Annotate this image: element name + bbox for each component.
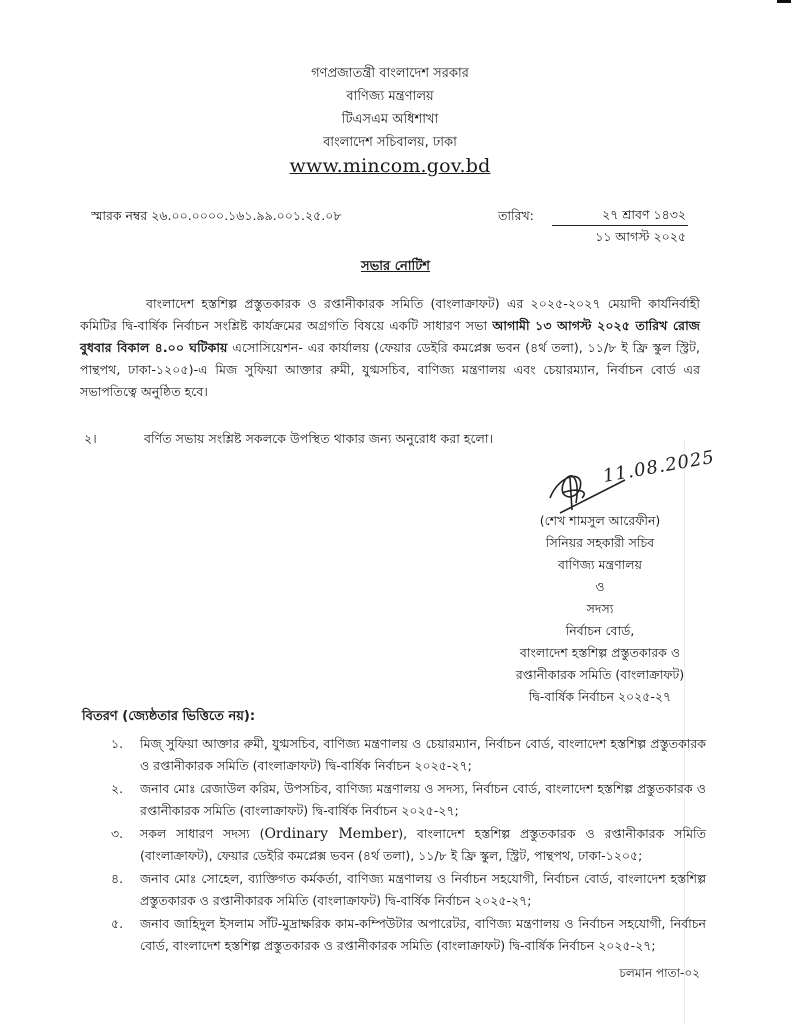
paragraph-2-number: ২। xyxy=(84,431,97,446)
paragraph-1-rest: এসোসিয়েশন- এর কার্যালয় (ফেয়ার ডেইরি কমপ্লেক্স ভবন (৪র্থ তলা), ১১/৮ ই ফ্রি স্কুল স্ট্রিট, পান্থপথ, ঢাকা-১২০৫)-এ মিজ সুফিয়া আক্তার রুমী, যুগ্মসচিব, বাণিজ্য মন্ত্রণালয় এবং চেয়ারম্যান, নির্বাচন বোর্ড এর সভাপতিত্বে অনুষ্ঠিত হবে। xyxy=(80,340,701,399)
handwritten-date: 11.08.2025 xyxy=(601,446,717,487)
item-text: জনাব মোঃ সোহেল, ব্যাক্তিগত কর্মকর্তা, বাণিজ্য মন্ত্রণালয় ও নির্বাচন সহযোগী, নির্বাচন বোর্ড, বাংলাদেশ হস্তশিল্প প্রস্তুতকারক ও রপ্তানীকারক সমিতি (বাংলাক্রাফট) দ্বি-বার্ষিক নির্বাচন ২০২৫-২৭; xyxy=(140,871,706,908)
distribution-title: বিতরণ (জ্যেষ্ঠতার ভিত্তিতে নয়): xyxy=(82,709,256,724)
meeting-datetime: আগামী ১৩ আগস্ট ২০২৫ তারিখ রোজ বুধবার বিকাল ৪.০০ ঘটিকায় xyxy=(80,318,700,355)
date-block xyxy=(552,204,688,247)
paragraph-2-text: বর্ণিত সভায় সংশ্লিষ্ট সকলকে উপস্থিত থাকার জন্য অনুরোধ করা হলো। xyxy=(144,431,494,446)
body-paragraph-2 xyxy=(84,431,493,451)
item-number: ২. xyxy=(111,781,124,796)
distribution-item xyxy=(111,778,706,822)
distribution-item xyxy=(111,823,706,867)
paragraph-1-intro: বাংলাদেশ হস্তশিল্প প্রস্তুতকারক ও রপ্তানীকারক সমিতি (বাংলাক্রাফট) এর ২০২৫-২০২৭ মেয়াদী কার্যনির্বাহী কমিটির দ্বি-বার্ষিক নির্বাচন সংশ্লিষ্ট কার্যক্রমের অগ্রগতি বিষয়ে একটি সাধারণ সভা xyxy=(80,296,700,333)
signatory-role: সদস্য xyxy=(586,601,614,616)
memo-number: স্মারক নম্বর ২৬.০০.০০০০.১৬১.৯৯.০০১.২৫.০৮ xyxy=(91,208,342,223)
item-number: ৪. xyxy=(111,871,124,886)
branch-name: টিএসএম অধিশাখা xyxy=(341,112,439,127)
notice-title xyxy=(0,257,791,278)
signatory-designation: সিনিয়র সহকারী সচিব xyxy=(545,535,655,550)
item-text: জনাব মোঃ রেজাউল করিম, উপসচিব, বাণিজ্য মন্ত্রণালয় ও সদস্য, নির্বাচন বোর্ড, বাংলাদেশ হস্তশিল্প প্রস্তুতকারক ও রপ্তানীকারক সমিতি (বাংলাক্রাফট) দ্বি-বার্ষিক নির্বাচন ২০২৫-২৭; xyxy=(140,781,706,818)
signatory-election: দ্বি-বার্ষিক নির্বাচন ২০২৫-২৭ xyxy=(528,689,672,704)
distribution-list xyxy=(111,733,706,958)
date-label: তারিখ: xyxy=(498,208,534,223)
signatory-org-line2: রপ্তানীকারক সমিতি (বাংলাক্রাফট) xyxy=(515,667,685,682)
website-link[interactable]: www.mincom.gov.bd xyxy=(289,155,491,177)
signatory-name: (শেখ শামসুল আরেফীন) xyxy=(539,513,661,528)
item-text: মিজ্ সুফিয়া আক্তার রুমী, যুগ্মসচিব, বাণিজ্য মন্ত্রণালয় ও চেয়ারম্যান, নির্বাচন বোর্ড, বাংলাদেশ হস্তশিল্প প্রস্তুতকারক ও রপ্তানীকারক সমিতি (বাংলাক্রাফট) দ্বি-বার্ষিক নির্বাচন ২০২৫-২৭; xyxy=(140,736,706,773)
signatory-board: নির্বাচন বোর্ড, xyxy=(565,623,635,638)
date-gregorian: ১১ আগস্ট ২০২৫ xyxy=(595,229,686,244)
letterhead xyxy=(250,62,530,178)
ministry-name: বাণিজ্য মন্ত্রণালয় xyxy=(346,89,434,104)
government-name: গণপ্রজাতন্ত্রী বাংলাদেশ সরকার xyxy=(311,66,469,81)
date-bengali-calendar: ২৭ শ্রাবণ ১৪৩২ xyxy=(552,204,688,226)
item-text-before: সকল সাধারণ সদস্য ( xyxy=(140,826,265,841)
signatory-org-line1: বাংলাদেশ হস্তশিল্প প্রস্তুতকারক ও xyxy=(519,645,681,660)
distribution-item xyxy=(111,868,706,912)
office-location: বাংলাদেশ সচিবালয়, ঢাকা xyxy=(323,135,457,150)
item-text-after: ), বাংলাদেশ হস্তশিল্প প্রস্তুতকারক ও রপ্তানীকারক সমিতি (বাংলাক্রাফট), ফেয়ার ডেইরি কমপ্লেক্স ভবন (৪র্থ তলা), ১১/৮ ই ফ্রি স্কুল, স্ট্রিট, পান্থপথ, ঢাকা-১২০৫; xyxy=(140,826,706,863)
signatory-ministry: বাণিজ্য মন্ত্রণালয় xyxy=(558,557,642,572)
item-text-english: Ordinary Member xyxy=(264,826,399,842)
item-number: ৫. xyxy=(111,916,124,931)
item-number: ১. xyxy=(111,736,124,751)
signatory-conjunction: ও xyxy=(595,579,605,594)
item-text: জনাব জাহিদুল ইসলাম সাঁট-মুদ্রাক্ষরিক কাম-কম্পিউটার অপারেটর, বাণিজ্য মন্ত্রণালয় ও নির্বাচন সহযোগী, নির্বাচন বোর্ড, বাংলাদেশ হস্তশিল্প প্রস্তুতকারক ও রপ্তানীকারক সমিতি (বাংলাক্রাফট) দ্বি-বার্ষিক নির্বাচন ২০২৫-২৭; xyxy=(140,916,706,953)
distribution-item xyxy=(111,733,706,777)
continued-page-note: চলমান পাতা-০২ xyxy=(619,966,700,980)
item-number: ৩. xyxy=(111,826,124,841)
notice-title-text: সভার নোটিশ xyxy=(360,259,431,274)
signatory-block xyxy=(480,510,720,708)
scan-corner-mark xyxy=(777,0,791,3)
body-paragraph-1 xyxy=(80,293,700,403)
distribution-item xyxy=(111,913,706,957)
